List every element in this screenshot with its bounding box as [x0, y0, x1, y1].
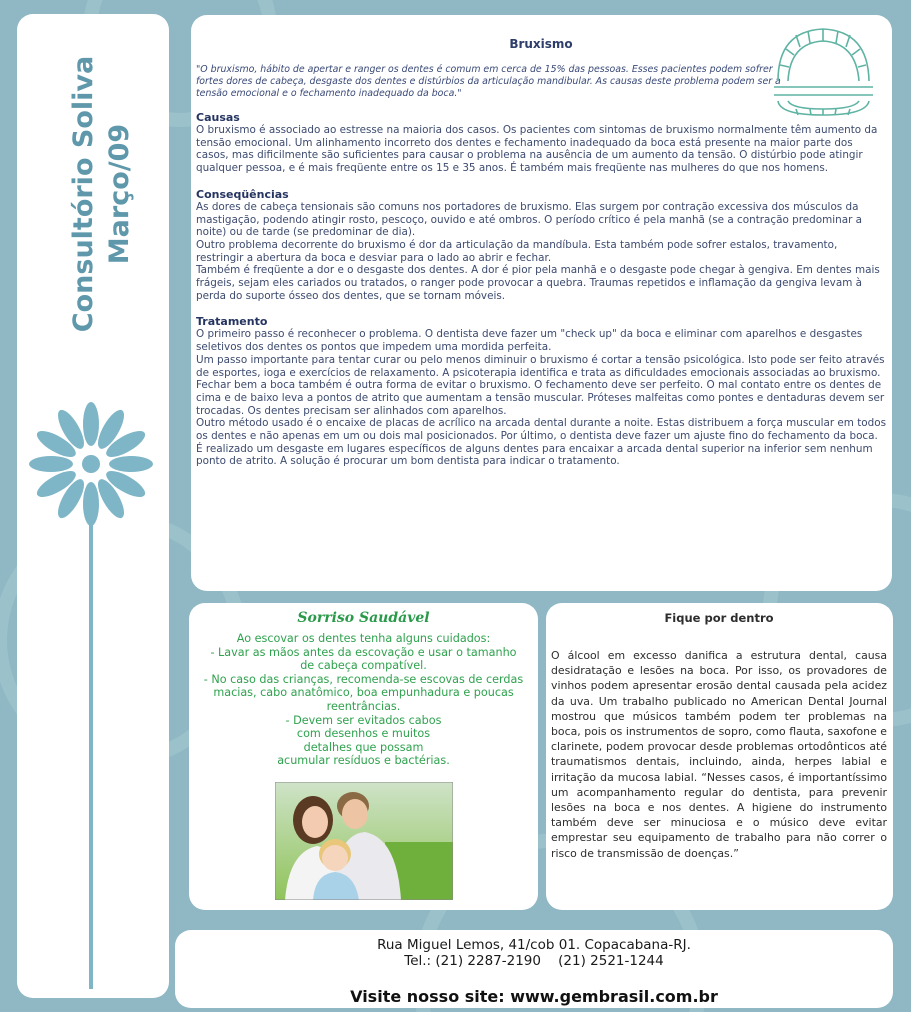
section-paragraph: As dores de cabeça tensionais são comuns nos portadores de bruxismo. Elas surgem por contração excessiva dos músculos da mastigação, podendo atingir rosto, pescoço, ouvido e até ombros. O período crítico é pela manhã (se a contração predominar a noite) ou de tarde (se predominar de dia). — [196, 200, 863, 239]
footer — [175, 930, 893, 1008]
tip-line: de cabeça compatível. — [300, 659, 427, 673]
section-title: Causas — [196, 111, 240, 124]
phones: Tel.: (21) 2287-2190 (21) 2521-1244 — [404, 953, 664, 969]
tip-line: detalhes que possam — [303, 740, 424, 754]
sorriso-title: Sorriso Saudável — [297, 610, 430, 626]
fique-por-dentro-box — [546, 603, 893, 910]
section-consequencias — [196, 188, 886, 303]
tip-line: com desenhos e muitos — [296, 727, 431, 741]
section-title: Conseqüências — [196, 187, 289, 201]
section-tratamento — [196, 315, 886, 468]
main-article — [191, 15, 892, 591]
tip-line: - Devem ser evitados cabos — [285, 713, 442, 727]
sorriso-saudavel-box — [189, 603, 538, 910]
tip-line: reentrâncias. — [326, 699, 401, 713]
article-title: Bruxismo — [509, 37, 573, 51]
teeth-arch-icon — [766, 21, 881, 119]
flower-icon — [17, 384, 169, 998]
section-paragraph: O primeiro passo é reconhecer o problema. O dentista deve fazer um "check up" da boca e eliminar com aparelhos e desgastes seletivos dos dentes os pontos que impedem uma mordida perfeita. — [196, 328, 863, 354]
website-link[interactable]: Visite nosso site: www.gembrasil.com.br — [350, 987, 718, 1006]
section-paragraph: É realizado um desgaste em lugares específicos de alguns dentes para encaixar a arcada dental superior na inferior sem nenhum ponto de atrito. A solução é procurar um bom dentista para indicar o tratamento. — [196, 442, 873, 468]
clinic-name: Consultório Soliva — [68, 55, 99, 333]
section-paragraph: Outro método usado é o encaixe de placas de acrílico na arcada dental durante a noite. Estas distribuem a força muscular em todos os dentes e não apenas em um ou dois mal posicionados. Por último, o dentista deve fazer um ajuste fino do fechamento da boca. — [196, 417, 887, 443]
section-title: Tratamento — [196, 315, 268, 329]
section-paragraph: O bruxismo é associado ao estresse na maioria dos casos. Os pacientes com sintomas de bruxismo normalmente têm aumento da tensão emocional. Um alinhamento incorreto dos dentes e fechamento inadequado da boca está presente na maior parte dos casos, mas dificilmente são suficientes para causar o problema na ausência de um aumento da tensão. O distúrbio pode atingir qualquer pessoa, e é mais freqüente entre os 15 e 35 anos. É também mais freqüente nas mulheres do que nos homens. — [196, 124, 878, 175]
issue-date: Março/09 — [104, 123, 135, 265]
section-paragraph: Também é freqüente a dor e o desgaste dos dentes. A dor é pior pela manhã e o desgaste pode chegar à gengiva. Em dentes mais frágeis, sejam eles cariados ou tratados, o ranger pode provocar a quebra. Traumas repetidos e inflamação da gengiva levam à perda do suporte ósseo dos dentes, que se tornam móveis. — [196, 264, 880, 302]
family-photo — [275, 782, 453, 900]
section-paragraph: Outro problema decorrente do bruxismo é dor da articulação da mandíbula. Esta também pode sofrer estalos, travamento, restringir a abertura da boca e desviar para o lado ao abrir e fechar. — [196, 238, 838, 264]
section-causas — [196, 111, 886, 175]
tip-line: - No caso das crianças, recomenda-se escovas de cerdas — [203, 672, 524, 686]
article-intro: "O bruxismo, hábito de apertar e ranger os dentes é comum em cerca de 15% das pessoas. Esses pacientes podem sofrer fortes dores de cabeça, desgaste dos dentes e distúrbios da articulação mandibular. As causas deste problema podem ser a tensão emocional e o fechamento inadequado da boca." — [196, 64, 781, 99]
tip-line: Ao escovar os dentes tenha alguns cuidados: — [236, 632, 491, 645]
sidebar-title — [66, 56, 138, 332]
sidebar — [17, 14, 169, 998]
sorriso-tips — [189, 632, 538, 768]
section-paragraph: Um passo importante para tentar curar ou pelo menos diminuir o bruxismo é cortar a tensão psicológica. Isto pode ser feito através de esportes, ioga e exercícios de relaxamento. A psicoterapia identifica e trata as dificuldades emocionais associadas ao bruxismo. Fechar bem a boca também é outra forma de evitar o bruxismo. O fechamento deve ser perfeito. O mal contato entre os dentes de cima e de baixo leva a pontos de atrito que aumentam a tensão muscular. Próteses malfeitas como pontes e dentaduras devem ser trocadas. Os dentes precisam ser alinhados com aparelhos. — [196, 353, 885, 417]
tip-line: macias, cabo anatômico, boa empunhadura e poucas — [213, 686, 514, 700]
fique-text: O álcool em excesso danifica a estrutura dental, causa desidratação e lesões na boca. Por isso, os provadores de vinhos podem apresentar erosão dental causada pela acidez da uva. Um trabalho publicado no American Dental Journal mostrou que músicos também podem ter problemas na boca, pois os instrumentos de sopro, como flauta, saxofone e clarinete, podem provocar desde problemas ortodônticos até traumatismos dentais, incluindo, ainda, herpes labial e irritação da mucosa labial. “Nesses casos, é importantíssimo um acompanhamento regular do dentista, para prevenir lesões na boca e nos dentes. A higiene do instrumento também deve ser minuciosa e o músico deve evitar emprestar seu equipamento de trabalho para não correr o risco de transmissão de doenças.” — [551, 649, 887, 860]
tip-line: - Lavar as mãos antes da escovação e usar o tamanho — [210, 645, 517, 659]
address: Rua Miguel Lemos, 41/cob 01. Copacabana-RJ. — [377, 937, 691, 953]
fique-title: Fique por dentro — [664, 611, 774, 625]
tip-line: acumular resíduos e bactérias. — [277, 754, 450, 768]
